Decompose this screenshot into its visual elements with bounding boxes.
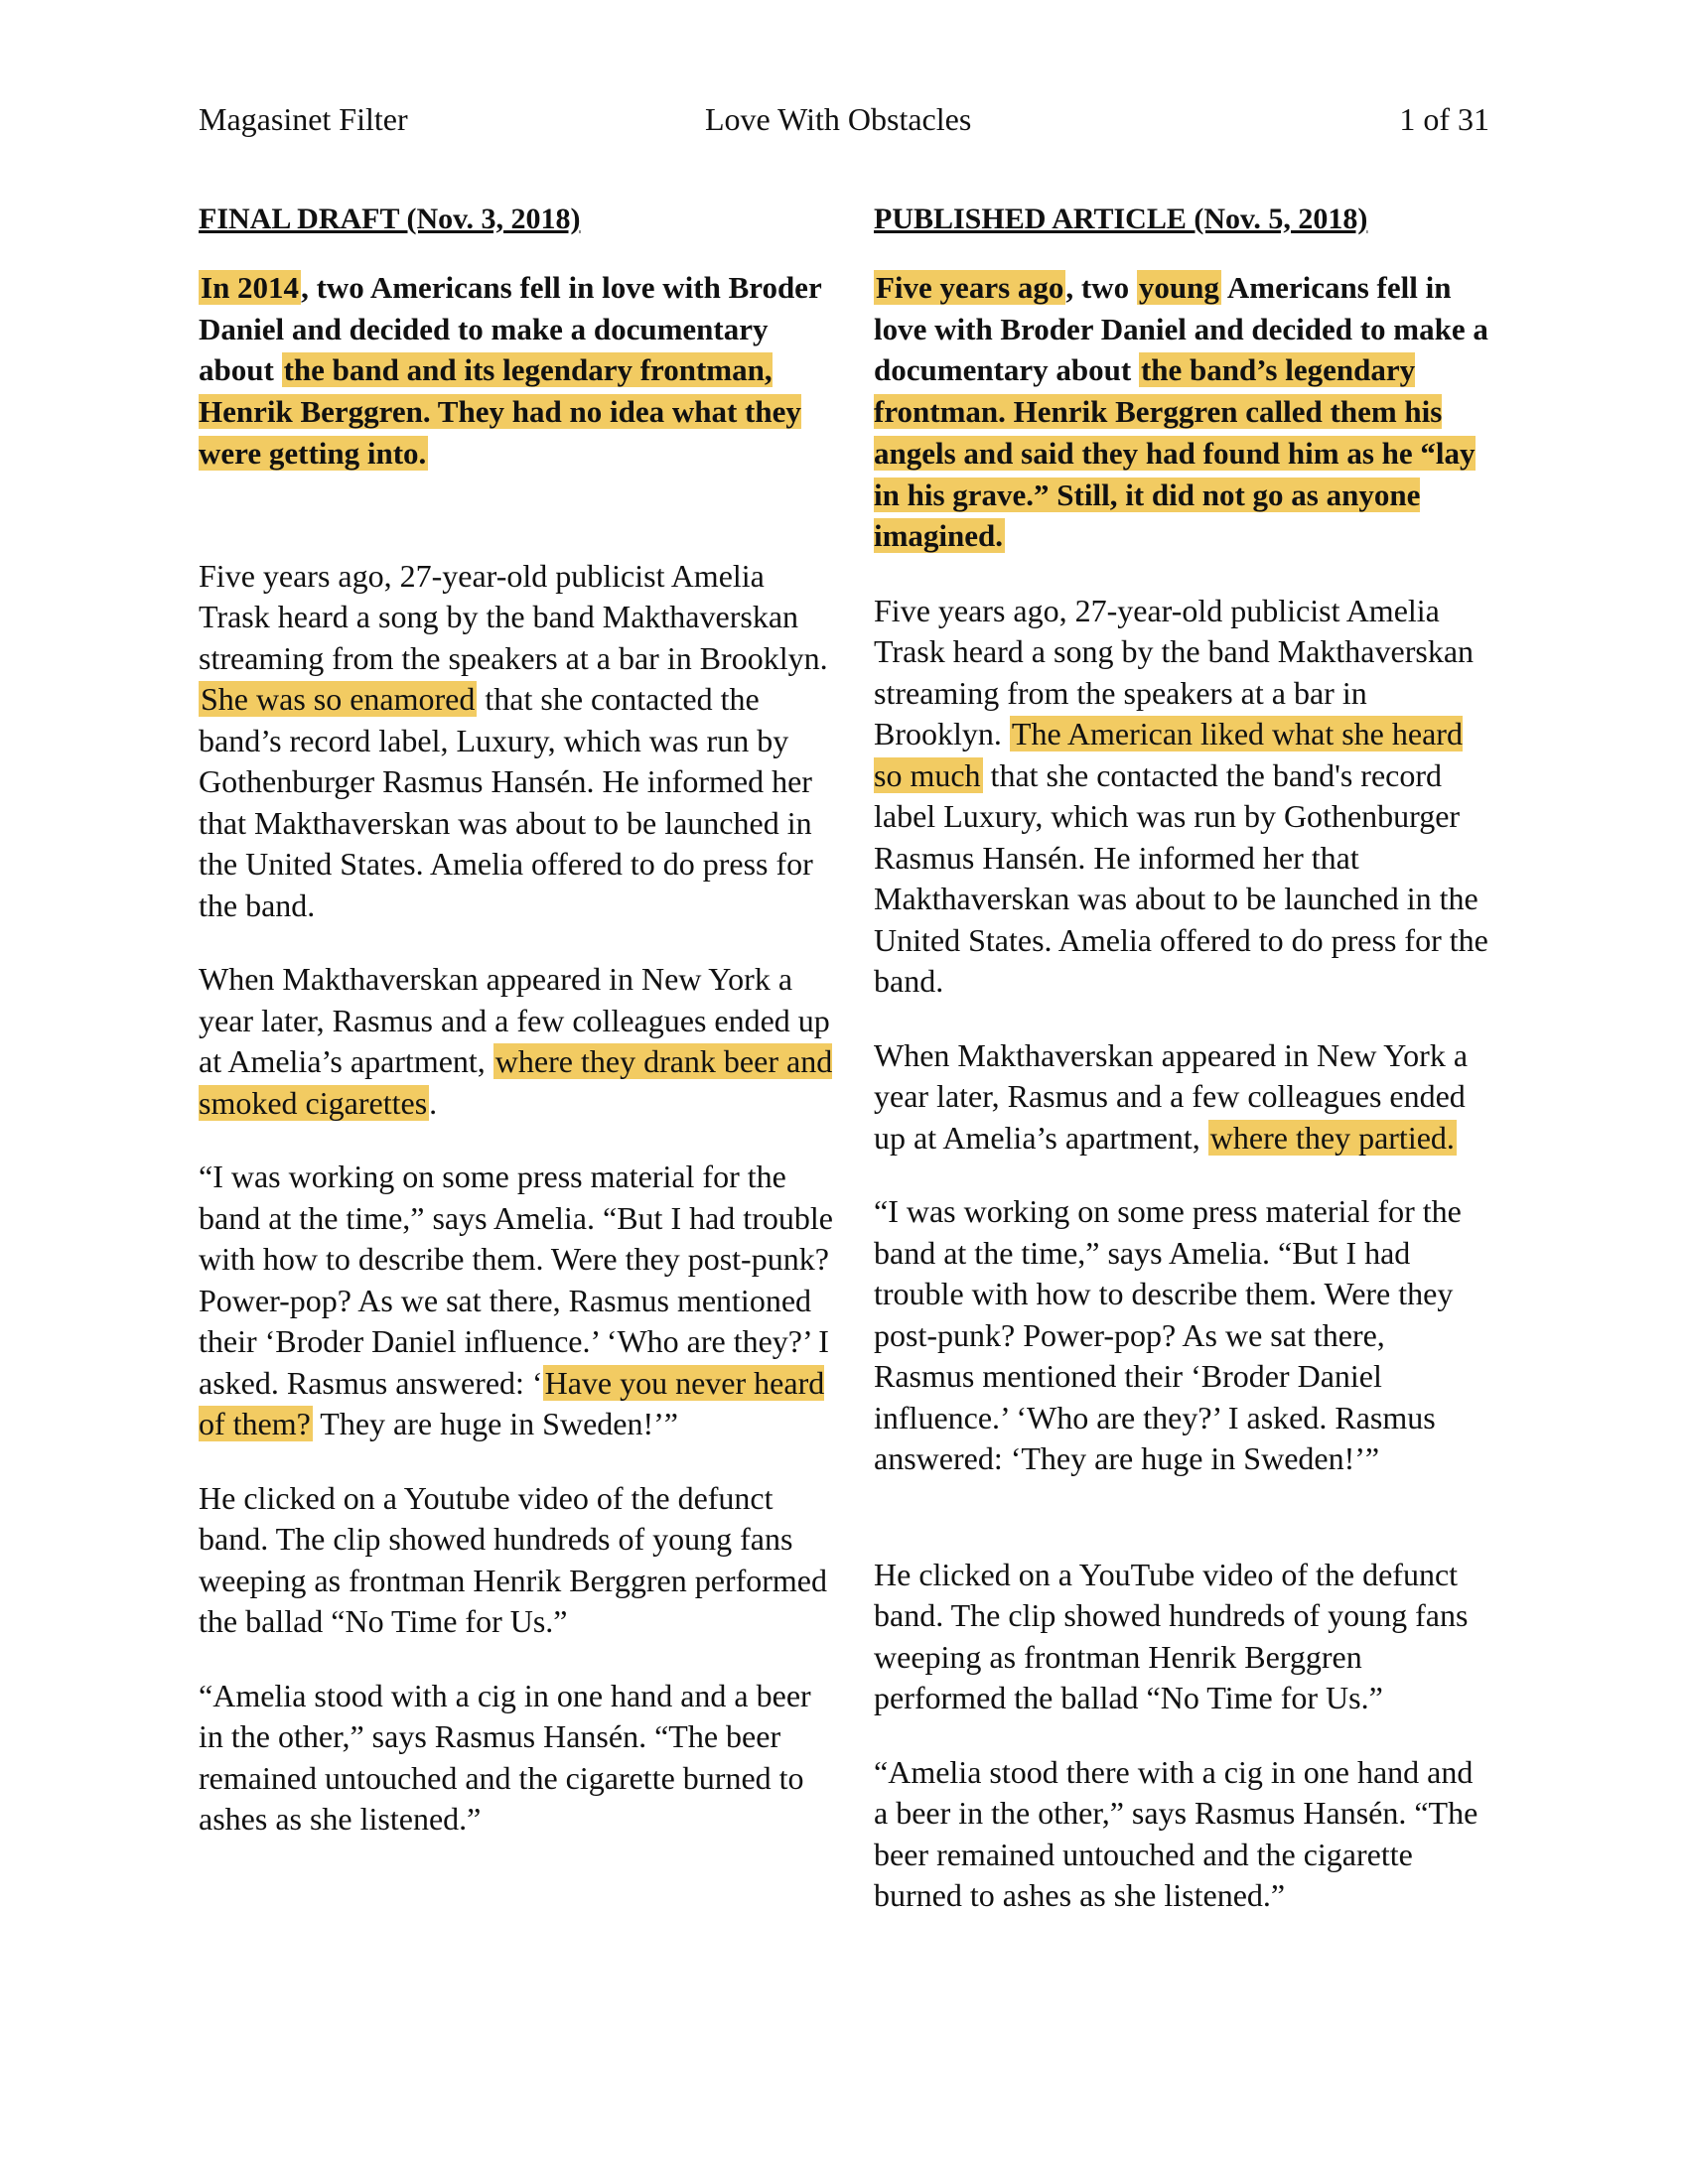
- text-run: , two: [1065, 270, 1137, 305]
- highlighted-text: The American liked what she heard so much: [874, 716, 1463, 793]
- final-draft-paragraph-3: [199, 1157, 834, 1445]
- publication-name: Magasinet Filter: [199, 101, 408, 137]
- text-run: .: [429, 1084, 438, 1121]
- highlighted-text: where they drank beer and smoked cigarettes: [199, 1043, 833, 1121]
- text-run: When Makthaverskan appeared in New York a year later, Rasmus and a few colleagues ended up at Amelia’s apartment,: [199, 961, 830, 1080]
- page-header: [199, 101, 1489, 145]
- text-run: They are huge in Sweden!’”: [312, 1406, 678, 1442]
- final-draft-paragraph-4: [199, 1478, 834, 1643]
- text-run: He clicked on a Youtube video of the defunct band. The clip showed hundreds of young fans weeping as frontman Henrik Berggren performed the ballad “No Time for Us.”: [199, 1479, 827, 1640]
- text-run: When Makthaverskan appeared in New York a year later, Rasmus and a few colleagues ended up at Amelia’s apartment,: [874, 1036, 1469, 1156]
- published-article-paragraph-4: [874, 1555, 1489, 1719]
- final-draft-title: FINAL DRAFT (Nov. 3, 2018): [199, 203, 581, 235]
- highlighted-text: the band’s legendary frontman. Henrik Berggren called them his angels and said they had found him as he “lay in his grave.” Still, it did not go as anyone imagined.: [874, 352, 1476, 554]
- text-run: “I was working on some press material for the band at the time,” says Amelia. “But I had trouble with how to describe them. Were they post-punk? Power-pop? As we sat there, Rasmus mentioned their ‘Broder Daniel influence.’ ‘Who are they?’ I asked. Rasmus answered: ‘They are huge in Sweden!’”: [874, 1193, 1462, 1477]
- highlighted-text: Have you never heard of them?: [199, 1364, 825, 1442]
- final-draft-paragraph-5: [199, 1676, 834, 1841]
- text-run: Five years ago, 27-year-old publicist Amelia Trask heard a song by the band Makthaverskan streaming from the speakers at a bar in Brooklyn.: [874, 592, 1475, 752]
- text-run: “Amelia stood with a cig in one hand and a beer in the other,” says Rasmus Hansén. “The beer remained untouched and the cigarette burned to ashes as she listened.”: [199, 1677, 811, 1838]
- highlighted-text: She was so enamored: [201, 681, 476, 718]
- published-article-title: PUBLISHED ARTICLE (Nov. 5, 2018): [874, 203, 1368, 235]
- text-run: He clicked on a YouTube video of the defunct band. The clip showed hundreds of young fans weeping as frontman Henrik Berggren performed the ballad “No Time for Us.”: [874, 1556, 1469, 1716]
- final-draft-column: [199, 199, 834, 1841]
- document-title: Love With Obstacles: [705, 101, 972, 137]
- highlighted-text: young: [1138, 270, 1219, 305]
- text-run: that she contacted the band's record label Luxury, which was run by Gothenburger Rasmus Hansén. He informed her that Makthaverskan was about to be launched in the United States. Amelia offered to do press for the band.: [874, 756, 1488, 1000]
- highlighted-text: Five years ago: [876, 270, 1064, 305]
- published-article-column: [874, 199, 1489, 1917]
- text-run: Americans fell in love with Broder Daniel and decided to make a documentary about: [874, 270, 1488, 388]
- page-number: 1 of 31: [1399, 101, 1489, 137]
- final-draft-lead: [199, 267, 834, 475]
- highlighted-text: the band and its legendary frontman, Henrik Berggren. They had no idea what they were getting into.: [199, 352, 801, 471]
- text-run: Five years ago, 27-year-old publicist Amelia Trask heard a song by the band Makthaverskan streaming from the speakers at a bar in Brooklyn.: [199, 557, 828, 676]
- published-article-paragraph-3: [874, 1191, 1489, 1480]
- highlighted-text: In 2014: [201, 270, 300, 305]
- highlighted-text: where they partied.: [1209, 1119, 1455, 1156]
- final-draft-paragraph-1: [199, 556, 834, 927]
- text-run: “I was working on some press material for the band at the time,” says Amelia. “But I had trouble with how to describe them. Were they post-punk? Power-pop? As we sat there, Rasmus mentioned their ‘Broder Daniel influence.’ ‘Who are they?’ I asked. Rasmus answered: ‘: [199, 1159, 833, 1401]
- text-run: “Amelia stood there with a cig in one hand and a beer in the other,” says Rasmus Hansén. “The beer remained untouched and the cigarette burned to ashes as she listened.”: [874, 1753, 1478, 1914]
- published-article-paragraph-1: [874, 591, 1489, 1003]
- published-article-paragraph-5: [874, 1752, 1489, 1917]
- text-run: , two Americans fell in love with Broder Daniel and decided to make a documentary about: [199, 270, 822, 388]
- published-article-lead: [874, 267, 1489, 557]
- text-run: that she contacted the band’s record label, Luxury, which was run by Gothenburger Rasmus Hansén. He informed her that Makthaverskan was about to be launched in the United States. Amelia offered to do press for the band.: [199, 681, 813, 923]
- final-draft-paragraph-2: [199, 959, 834, 1124]
- published-article-paragraph-2: [874, 1035, 1489, 1160]
